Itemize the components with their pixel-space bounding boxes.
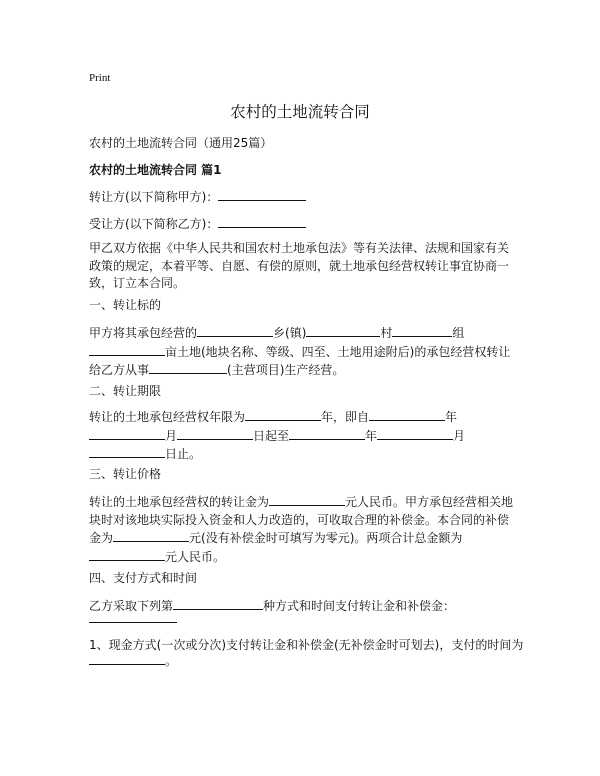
start-year-blank[interactable] <box>369 408 445 421</box>
payment-extra-blank[interactable] <box>89 622 177 623</box>
s2-text-h: 日止。 <box>165 447 202 461</box>
section-1-heading: 一、转让标的 <box>89 298 162 312</box>
transfer-fee-blank[interactable] <box>269 493 345 506</box>
s3-text-c: 元(没有补偿金时可填写为零元)。两项合计总金额为 <box>189 531 463 545</box>
section-4-heading: 四、支付方式和时间 <box>89 571 198 585</box>
intro-paragraph: 甲乙双方依据《中华人民共和国农村土地承包法》等有关法律、法规和国家有关政策的规定，本着平等、自愿、有偿的原则，就土地承包经营权转让事宜协商一致，订立本合同。 <box>89 241 510 290</box>
start-day-blank[interactable] <box>177 427 253 440</box>
end-year-blank[interactable] <box>289 427 365 440</box>
area-blank[interactable] <box>89 343 165 356</box>
s2-text-b: 年，即自 <box>321 410 370 424</box>
payment-item-1-line <box>89 638 523 652</box>
transferor-blank[interactable] <box>218 188 306 201</box>
transferee-line <box>89 215 306 231</box>
s4-text-b: 种方式和时间支付转让金和补偿金： <box>263 599 456 613</box>
village-blank[interactable] <box>306 324 380 337</box>
s2-text-g: 月 <box>453 428 466 443</box>
s2-text-d: 月 <box>165 428 178 443</box>
payment-time-blank[interactable] <box>89 652 165 665</box>
township-blank[interactable] <box>197 324 273 337</box>
s2-text-e: 日起至 <box>253 428 290 443</box>
compensation-blank[interactable] <box>113 529 189 542</box>
main-project-blank[interactable] <box>149 361 227 374</box>
s2-text-c: 年 <box>445 410 458 424</box>
s3-text-d: 元人民币。 <box>165 549 226 564</box>
payment-item-1-cont <box>89 652 177 668</box>
s1-text-b: 乡(镇) <box>273 326 307 340</box>
s1-text-a: 甲方将其承包经营的 <box>89 326 198 340</box>
s2-text-a: 转让的土地承包经营权年限为 <box>89 410 246 424</box>
transferor-label: 转让方(以下简称甲方)： <box>89 190 219 204</box>
section-3-heading: 三、转让价格 <box>89 467 162 481</box>
transferor-line <box>89 188 306 204</box>
start-month-blank[interactable] <box>89 427 165 440</box>
years-blank[interactable] <box>245 408 321 421</box>
print-label: Print <box>89 72 111 84</box>
s2-text-f: 年 <box>365 428 378 443</box>
section-3-paragraph <box>89 493 519 566</box>
transferee-blank[interactable] <box>218 215 306 228</box>
s4-text-a: 乙方采取下列第 <box>89 599 174 613</box>
method-number-blank[interactable] <box>173 597 263 610</box>
total-amount-blank[interactable] <box>89 548 165 561</box>
s1-text-d: 组 <box>452 326 465 340</box>
s3-text-a: 转让的土地承包经营权的转让金为 <box>89 495 270 509</box>
section-2-heading: 二、转让期限 <box>89 384 162 398</box>
section-2-paragraph <box>89 408 519 464</box>
s4-item1-text: 1、现金方式(一次或分次)支付转让金和补偿金(无补偿金时可划去)，支付的时间为 <box>89 638 524 652</box>
section-title: 农村的土地流转合同 篇1 <box>89 163 222 177</box>
s3-text-b: 元人民币。甲方承包经营相关地块时对该地块实际投入资金和人力改造的，可收取合理的补偿金。本合同的补偿金为 <box>89 495 514 545</box>
section-1-paragraph <box>89 324 519 380</box>
document-title: 农村的土地流转合同 <box>230 103 370 121</box>
end-month-blank[interactable] <box>377 427 453 440</box>
s1-text-e: 亩土地(地块名称、等级、四至、土地用途附后)的承包经营权转让给乙方从事 <box>89 344 511 377</box>
s1-text-f: (主营项目)生产经营。 <box>227 363 345 377</box>
s4-item1-end: 。 <box>165 654 178 668</box>
s1-text-c: 村 <box>380 326 393 340</box>
transferee-label: 受让方(以下简称乙方)： <box>89 217 219 231</box>
payment-method-line <box>89 597 455 613</box>
end-day-blank[interactable] <box>89 445 165 458</box>
document-subtitle: 农村的土地流转合同（通用25篇） <box>89 136 273 150</box>
group-blank[interactable] <box>392 324 452 337</box>
